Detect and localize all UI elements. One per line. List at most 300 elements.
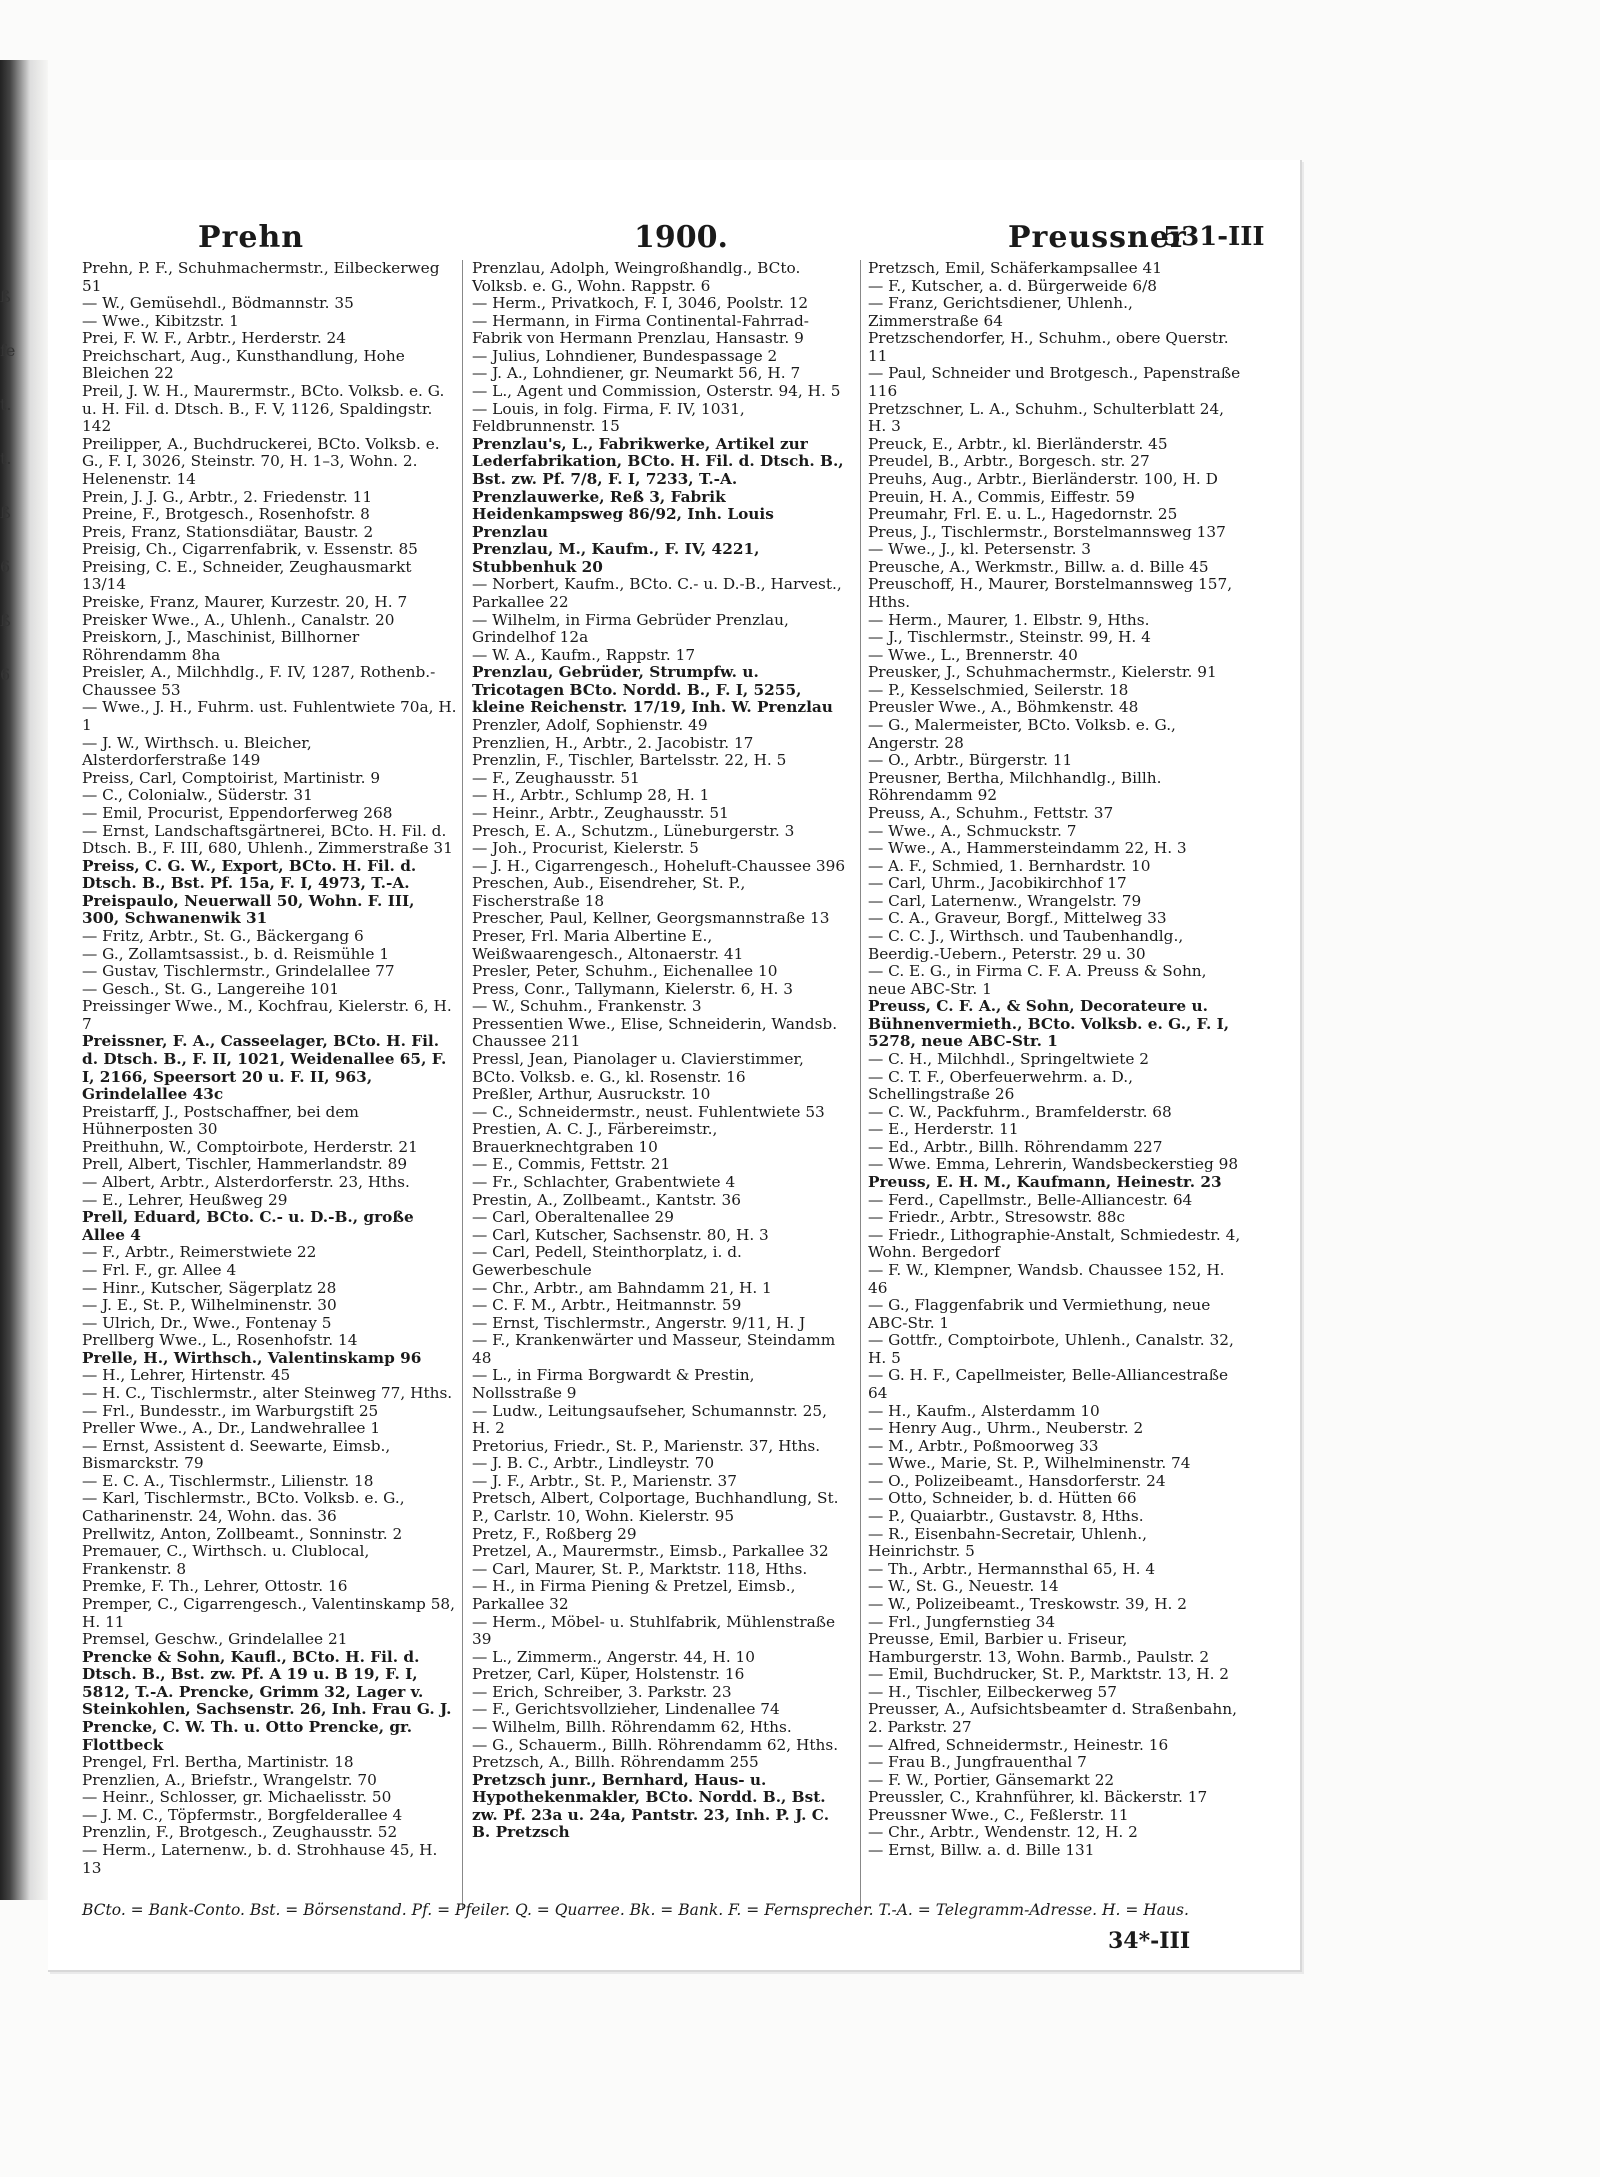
directory-entry bbox=[472, 752, 847, 770]
directory-entry bbox=[868, 1684, 1243, 1702]
directory-entry bbox=[472, 1016, 847, 1051]
directory-entry bbox=[868, 1666, 1243, 1684]
entry-text: Preisler, A., Milchhdlg., F. IV, 1287, Rothenb.-Chaussee 53 bbox=[82, 663, 436, 699]
directory-entry bbox=[868, 1737, 1243, 1755]
directory-entry bbox=[868, 1490, 1243, 1508]
directory-entry bbox=[868, 576, 1243, 611]
sheet-signature: 34*-III bbox=[1108, 1928, 1191, 1954]
entry-text: — C. T. F., Oberfeuerwehrm. a. D., Schellingstraße 26 bbox=[868, 1067, 1133, 1104]
margin-fragment-text: fe bbox=[0, 341, 16, 360]
directory-entry bbox=[82, 1649, 457, 1754]
directory-entry bbox=[868, 1332, 1243, 1367]
entry-text: Preuss, A., Schuhm., Fettstr. 37 bbox=[868, 803, 1114, 822]
directory-entry bbox=[868, 1772, 1243, 1790]
directory-entry bbox=[472, 1315, 847, 1333]
directory-entry bbox=[82, 1842, 457, 1877]
directory-entry bbox=[868, 1262, 1243, 1297]
directory-entry bbox=[82, 981, 457, 999]
directory-entry bbox=[868, 823, 1243, 841]
margin-fragment-text: t. bbox=[0, 395, 12, 414]
directory-entry bbox=[82, 1438, 457, 1473]
column-divider bbox=[860, 260, 861, 1910]
entry-text: Preistarff, J., Postschaffner, bei dem Hühnerposten 30 bbox=[82, 1102, 359, 1139]
directory-entry bbox=[82, 1315, 457, 1333]
entry-text: Preichschart, Aug., Kunsthandlung, Hohe Bleichen 22 bbox=[82, 346, 405, 383]
entry-text: — Wilhelm, Billh. Röhrendamm 62, Hths. bbox=[472, 1717, 792, 1736]
entry-text: — Chr., Arbtr., am Bahndamm 21, H. 1 bbox=[472, 1278, 772, 1297]
entry-text: — Carl, Pedell, Steinthorplatz, i. d. Gewerbeschule bbox=[472, 1243, 742, 1279]
directory-entry bbox=[82, 735, 457, 770]
directory-entry bbox=[868, 260, 1243, 278]
directory-entry bbox=[472, 1490, 847, 1525]
entry-text: Pressl, Jean, Pianolager u. Clavierstimmer, BCto. Volksb. e. G., kl. Rosenstr. 16 bbox=[472, 1050, 804, 1086]
entry-text: Preusche, A., Werkmstr., Billw. a. d. Bille 45 bbox=[868, 557, 1209, 576]
directory-entry bbox=[472, 770, 847, 788]
previous-page-fragment bbox=[0, 270, 20, 702]
directory-entry bbox=[472, 1156, 847, 1174]
entry-text: — J. B. C., Arbtr., Lindleystr. 70 bbox=[472, 1454, 715, 1473]
entry-text: — Ernst, Tischlermstr., Angerstr. 9/11, H. J bbox=[472, 1313, 806, 1332]
directory-entry bbox=[472, 840, 847, 858]
entry-text: Prehn, P. F., Schuhmachermstr., Eilbeckerweg 51 bbox=[82, 259, 440, 295]
directory-entry bbox=[868, 1121, 1243, 1139]
entry-text: Pretz, F., Roßberg 29 bbox=[472, 1524, 637, 1543]
directory-entry bbox=[868, 1526, 1243, 1561]
entry-text: — Wwe., J., kl. Petersenstr. 3 bbox=[868, 540, 1092, 559]
entry-text: — Wwe., A., Schmuckstr. 7 bbox=[868, 821, 1077, 840]
entry-text: — Carl, Maurer, St. P., Marktstr. 118, Hths. bbox=[472, 1559, 808, 1578]
entry-text: Pretzer, Carl, Küper, Holstenstr. 16 bbox=[472, 1665, 745, 1684]
directory-entry bbox=[82, 1280, 457, 1298]
directory-entry bbox=[868, 506, 1243, 524]
entry-text: — W. A., Kaufm., Rappstr. 17 bbox=[472, 645, 696, 664]
directory-entry bbox=[82, 1578, 457, 1596]
directory-entry bbox=[82, 295, 457, 313]
entry-text: — Fritz, Arbtr., St. G., Bäckergang 6 bbox=[82, 926, 364, 945]
directory-entry bbox=[82, 1596, 457, 1631]
entry-text: Preuss, E. H. M., Kaufmann, Heinestr. 23 bbox=[868, 1173, 1222, 1192]
entry-text: Prell, Eduard, BCto. C.- u. D.-B., große Allee 4 bbox=[82, 1208, 414, 1244]
directory-entry bbox=[472, 1227, 847, 1245]
directory-entry bbox=[472, 1772, 847, 1842]
entry-text: — Hinr., Kutscher, Sägerplatz 28 bbox=[82, 1278, 337, 1297]
entry-text: Preiss, C. G. W., Export, BCto. H. Fil. d. Dtsch. B., Bst. Pf. 15a, F. I, 4973, T.-A. Preispaulo, Neuerwall 50, Wohn. F. III, 300, Schwanenwik 31 bbox=[82, 856, 417, 928]
directory-entry bbox=[868, 1824, 1243, 1842]
directory-entry bbox=[82, 559, 457, 594]
entry-text: — F. W., Portier, Gänsemarkt 22 bbox=[868, 1770, 1115, 1789]
directory-entry bbox=[472, 260, 847, 295]
column-divider bbox=[462, 260, 463, 1910]
directory-entry bbox=[82, 664, 457, 699]
entry-text: — Alfred, Schneidermstr., Heinestr. 16 bbox=[868, 1735, 1169, 1754]
entry-text: Preudel, B., Arbtr., Borgesch. str. 27 bbox=[868, 452, 1150, 471]
entry-text: — Carl, Oberaltenallee 29 bbox=[472, 1208, 675, 1227]
directory-entry bbox=[82, 1789, 457, 1807]
directory-entry bbox=[868, 1192, 1243, 1210]
directory-entry bbox=[868, 1403, 1243, 1421]
entry-text: — H., Tischler, Eilbeckerweg 57 bbox=[868, 1682, 1118, 1701]
entry-text: Preilipper, A., Buchdruckerei, BCto. Volksb. e. G., F. I, 3026, Steinstr. 70, H. 1–3, Wohn. 2. Helenenstr. 14 bbox=[82, 434, 440, 488]
directory-entry bbox=[82, 1526, 457, 1544]
entry-text: Pretzsch junr., Bernhard, Haus- u. Hypothekenmakler, BCto. Nordd. B., Bst. zw. Pf. 23a u. 24a, Pantstr. 23, Inh. P. J. C. B. Pretzsch bbox=[472, 1770, 830, 1842]
entry-text: Preissinger Wwe., M., Kochfrau, Kielerstr. 6, H. 7 bbox=[82, 997, 452, 1033]
directory-entry bbox=[82, 383, 457, 436]
entry-text: — Henry Aug., Uhrm., Neuberstr. 2 bbox=[868, 1419, 1144, 1438]
entry-text: — Ed., Arbtr., Billh. Röhrendamm 227 bbox=[868, 1137, 1163, 1156]
entry-text: — Ernst, Landschaftsgärtnerei, BCto. H. Fil. d. Dtsch. B., F. III, 680, Uhlenh., Zimmerstraße 31 bbox=[82, 821, 453, 858]
entry-text: — Norbert, Kaufm., BCto. C.- u. D.-B., Harvest., Parkallee 22 bbox=[472, 575, 842, 611]
entry-text: — C., Colonialw., Süderstr. 31 bbox=[82, 786, 313, 805]
directory-entry bbox=[472, 348, 847, 366]
directory-entry bbox=[868, 928, 1243, 963]
directory-entry bbox=[868, 1807, 1243, 1825]
directory-entry bbox=[868, 1508, 1243, 1526]
directory-entry bbox=[82, 787, 457, 805]
directory-entry bbox=[868, 401, 1243, 436]
entry-text: — Frl. F., gr. Allee 4 bbox=[82, 1260, 237, 1279]
directory-entry bbox=[472, 823, 847, 841]
directory-entry bbox=[472, 1121, 847, 1156]
entry-text: — Ernst, Assistent d. Seewarte, Eimsb., Bismarckstr. 79 bbox=[82, 1436, 391, 1473]
entry-text: Prenzlin, F., Tischler, Bartelsstr. 22, H. 5 bbox=[472, 751, 787, 770]
directory-entry bbox=[82, 928, 457, 946]
directory-entry bbox=[472, 295, 847, 313]
entry-text: Prellberg Wwe., L., Rosenhofstr. 14 bbox=[82, 1331, 358, 1350]
entry-text: Presch, E. A., Schutzm., Lüneburgerstr. 3 bbox=[472, 821, 795, 840]
entry-text: — L., in Firma Borgwardt & Prestin, Nollsstraße 9 bbox=[472, 1366, 755, 1402]
entry-text: Preusker, J., Schuhmachermstr., Kielerstr. 91 bbox=[868, 663, 1217, 682]
entry-text: Prenzlau's, L., Fabrikwerke, Artikel zur Lederfabrikation, BCto. H. Fil. d. Dtsch. B., Bst. zw. Pf. 7/8, F. I, 7233, T.-A. Prenzlauwerke, Reß 3, Fabrik Heidenkampsweg 86/92, Inh. Louis Prenzlau bbox=[472, 434, 844, 541]
entry-text: — Friedr., Arbtr., Stresowstr. 88c bbox=[868, 1208, 1126, 1227]
entry-text: — Emil, Procurist, Eppendorferweg 268 bbox=[82, 803, 393, 822]
directory-entry bbox=[868, 664, 1243, 682]
directory-entry bbox=[82, 1385, 457, 1403]
entry-text: — Herm., Privatkoch, F. I, 3046, Poolstr. 12 bbox=[472, 294, 809, 313]
directory-entry bbox=[472, 313, 847, 348]
directory-entry bbox=[868, 278, 1243, 296]
entry-text: — G. H. F., Capellmeister, Belle-Alliancestraße 64 bbox=[868, 1366, 1229, 1402]
entry-text: — Gesch., St. G., Langereihe 101 bbox=[82, 979, 340, 998]
directory-entry bbox=[82, 1209, 457, 1244]
entry-text: Preisker Wwe., A., Uhlenh., Canalstr. 20 bbox=[82, 610, 395, 629]
directory-entry bbox=[82, 823, 457, 858]
directory-entry bbox=[472, 1543, 847, 1561]
directory-entry bbox=[868, 699, 1243, 717]
entry-text: — Carl, Uhrm., Jacobikirchhof 17 bbox=[868, 874, 1127, 893]
directory-entry bbox=[82, 946, 457, 964]
entry-text: — W., St. G., Neuestr. 14 bbox=[868, 1577, 1059, 1596]
page-header bbox=[48, 220, 1300, 260]
directory-entry bbox=[472, 1438, 847, 1456]
directory-entry bbox=[82, 1104, 457, 1139]
entry-text: — Hermann, in Firma Continental-Fahrrad-Fabrik von Hermann Prenzlau, Hansastr. 9 bbox=[472, 311, 809, 348]
directory-entry bbox=[868, 541, 1243, 559]
entry-text: — H. C., Tischlermstr., alter Steinweg 77, Hths. bbox=[82, 1384, 453, 1402]
entry-text: Preßler, Arthur, Ausruckstr. 10 bbox=[472, 1085, 711, 1104]
entry-text: — Wwe., Kibitzstr. 1 bbox=[82, 311, 239, 330]
entry-text: — C. W., Packfuhrm., Bramfelderstr. 68 bbox=[868, 1102, 1172, 1121]
margin-fragment-text: ß bbox=[0, 287, 11, 306]
entry-text: — F., Krankenwärter und Masseur, Steindamm 48 bbox=[472, 1331, 836, 1367]
directory-entry bbox=[868, 1842, 1243, 1860]
directory-entry bbox=[868, 893, 1243, 911]
entry-text: — J. A., Lohndiener, gr. Neumarkt 56, H. 7 bbox=[472, 364, 801, 383]
entry-text: Preil, J. W. H., Maurermstr., BCto. Volksb. e. G. u. H. Fil. d. Dtsch. B., F. V, 1126, Spaldingstr. 142 bbox=[82, 382, 445, 436]
directory-entry bbox=[868, 1174, 1243, 1192]
directory-entry bbox=[472, 1701, 847, 1719]
entry-text: — Julius, Lohndiener, Bundespassage 2 bbox=[472, 346, 778, 365]
entry-text: — Ernst, Billw. a. d. Bille 131 bbox=[868, 1841, 1095, 1860]
entry-text: Preus, J., Tischlermstr., Borstelmannsweg 137 bbox=[868, 522, 1226, 541]
entry-text: Prelle, H., Wirthsch., Valentinskamp 96 bbox=[82, 1348, 422, 1367]
directory-entry bbox=[868, 612, 1243, 630]
directory-entry bbox=[868, 875, 1243, 893]
entry-text: Preschen, Aub., Eisendreher, St. P., Fischerstraße 18 bbox=[472, 874, 746, 910]
entry-text: — C. A., Graveur, Borgf., Mittelweg 33 bbox=[868, 909, 1167, 928]
entry-text: Prenzler, Adolf, Sophienstr. 49 bbox=[472, 716, 708, 735]
directory-entry bbox=[868, 330, 1243, 365]
directory-entry bbox=[82, 1403, 457, 1421]
entry-text: Preiskorn, J., Maschinist, Billhorner Röhrendamm 8ha bbox=[82, 628, 360, 664]
directory-entry bbox=[868, 1701, 1243, 1736]
entry-text: — E., Lehrer, Heußweg 29 bbox=[82, 1190, 288, 1209]
margin-fragment-text: 6 bbox=[0, 557, 11, 576]
column-left bbox=[82, 260, 457, 1877]
entry-text: Preising, C. E., Schneider, Zeughausmarkt 13/14 bbox=[82, 557, 412, 594]
entry-text: — Gustav, Tischlermstr., Grindelallee 77 bbox=[82, 962, 395, 981]
directory-entry bbox=[868, 647, 1243, 665]
directory-entry bbox=[472, 1754, 847, 1772]
directory-entry bbox=[868, 910, 1243, 928]
directory-entry bbox=[868, 1561, 1243, 1579]
directory-entry bbox=[868, 524, 1243, 542]
directory-entry bbox=[868, 489, 1243, 507]
entry-text: — H., Arbtr., Schlump 28, H. 1 bbox=[472, 786, 710, 805]
directory-entry bbox=[472, 383, 847, 401]
directory-entry bbox=[868, 998, 1243, 1051]
directory-entry bbox=[868, 1578, 1243, 1596]
entry-text: Pretsch, Albert, Colportage, Buchhandlung, St. P., Carlstr. 10, Wohn. Kielerstr. 95 bbox=[472, 1489, 839, 1526]
entry-text: — C. H., Milchhdl., Springeltwiete 2 bbox=[868, 1050, 1150, 1069]
abbreviation-legend: BCto. = Bank-Conto. Bst. = Börsenstand. Pf. = Pfeiler. Q. = Quarree. Bk. = Bank. F. = Fernsprecher. T.-A. = Telegramm-Adresse. H. = Haus. bbox=[82, 1901, 1189, 1919]
entry-text: — G., Flaggenfabrik und Vermiethung, neue ABC-Str. 1 bbox=[868, 1296, 1211, 1332]
directory-entry bbox=[82, 699, 457, 734]
directory-entry bbox=[82, 770, 457, 788]
directory-entry bbox=[868, 752, 1243, 770]
directory-entry bbox=[868, 717, 1243, 752]
directory-entry bbox=[82, 1807, 457, 1825]
directory-entry bbox=[868, 1104, 1243, 1122]
directory-entry bbox=[82, 1139, 457, 1157]
directory-entry bbox=[472, 858, 847, 876]
entry-text: Premke, F. Th., Lehrer, Ottostr. 16 bbox=[82, 1577, 348, 1596]
directory-entry bbox=[82, 313, 457, 331]
directory-entry bbox=[472, 981, 847, 999]
entry-text: Preumahr, Frl. E. u. L., Hagedornstr. 25 bbox=[868, 505, 1178, 524]
entry-text: — Karl, Tischlermstr., BCto. Volksb. e. G., Catharinenstr. 24, Wohn. das. 36 bbox=[82, 1489, 405, 1526]
directory-entry bbox=[868, 1139, 1243, 1157]
entry-text: — W., Gemüsehdl., Bödmannstr. 35 bbox=[82, 294, 354, 313]
entry-text: — P., Quaiarbtr., Gustavstr. 8, Hths. bbox=[868, 1507, 1144, 1526]
directory-entry bbox=[472, 1455, 847, 1473]
entry-text: — Albert, Arbtr., Alsterdorferstr. 23, Hths. bbox=[82, 1173, 410, 1192]
directory-entry bbox=[82, 858, 457, 928]
entry-text: — Chr., Arbtr., Wendenstr. 12, H. 2 bbox=[868, 1823, 1138, 1842]
entry-text: — J. F., Arbtr., St. P., Marienstr. 37 bbox=[472, 1471, 738, 1490]
directory-entry bbox=[472, 1174, 847, 1192]
entry-text: — Wwe., L., Brennerstr. 40 bbox=[868, 645, 1078, 664]
directory-entry bbox=[472, 576, 847, 611]
margin-fragment-text: 6 bbox=[0, 665, 11, 684]
directory-entry bbox=[472, 664, 847, 717]
directory-entry bbox=[472, 1719, 847, 1737]
entry-text: Prenzlien, A., Briefstr., Wrangelstr. 70 bbox=[82, 1770, 377, 1789]
directory-entry bbox=[82, 330, 457, 348]
entry-text: Premsel, Geschw., Grindelallee 21 bbox=[82, 1630, 348, 1649]
entry-text: Preuck, E., Arbtr., kl. Bierländerstr. 45 bbox=[868, 434, 1168, 453]
directory-entry bbox=[868, 559, 1243, 577]
directory-entry bbox=[82, 1473, 457, 1491]
entry-text: Preiske, Franz, Maurer, Kurzestr. 20, H. 7 bbox=[82, 592, 408, 611]
directory-entry bbox=[868, 365, 1243, 400]
directory-entry bbox=[82, 1332, 457, 1350]
entry-text: Press, Conr., Tallymann, Kielerstr. 6, H. 3 bbox=[472, 979, 793, 998]
entry-text: — Louis, in folg. Firma, F. IV, 1031, Feldbrunnenstr. 15 bbox=[472, 399, 745, 436]
margin-fragment-text: t. bbox=[0, 449, 12, 468]
entry-text: — F. W., Klempner, Wandsb. Chaussee 152, H. 46 bbox=[868, 1260, 1225, 1297]
entry-text: Pretzschendorfer, H., Schuhm., obere Querstr. 11 bbox=[868, 329, 1229, 365]
directory-entry bbox=[472, 436, 847, 541]
directory-entry bbox=[82, 998, 457, 1033]
directory-entry bbox=[82, 1033, 457, 1103]
directory-entry bbox=[472, 1526, 847, 1544]
entry-text: Preine, F., Brotgesch., Rosenhofstr. 8 bbox=[82, 505, 370, 524]
directory-entry bbox=[82, 436, 457, 489]
entry-text: Prestin, A., Zollbeamt., Kantstr. 36 bbox=[472, 1190, 741, 1209]
entry-text: — Carl, Kutscher, Sachsenstr. 80, H. 3 bbox=[472, 1225, 769, 1244]
directory-entry bbox=[472, 875, 847, 910]
entry-text: — J. E., St. P., Wilhelminenstr. 30 bbox=[82, 1296, 337, 1315]
entry-text: Preuschoff, H., Maurer, Borstelmannsweg 157, Hths. bbox=[868, 575, 1233, 611]
entry-text: — H., Kaufm., Alsterdamm 10 bbox=[868, 1401, 1100, 1420]
directory-entry bbox=[868, 1789, 1243, 1807]
directory-entry bbox=[82, 1297, 457, 1315]
entry-text: Preisig, Ch., Cigarrenfabrik, v. Essenstr. 85 bbox=[82, 540, 418, 559]
directory-entry bbox=[868, 629, 1243, 647]
directory-entry bbox=[868, 1227, 1243, 1262]
column-middle bbox=[472, 260, 847, 1842]
directory-entry bbox=[472, 365, 847, 383]
entry-text: — Wilhelm, in Firma Gebrüder Prenzlau, Grindelhof 12a bbox=[472, 610, 789, 647]
entry-text: Prescher, Paul, Kellner, Georgsmannstraße 13 bbox=[472, 909, 830, 928]
directory-entry bbox=[82, 805, 457, 823]
entry-text: Preussler, C., Krahnführer, kl. Bäckerstr. 17 bbox=[868, 1788, 1208, 1807]
directory-entry bbox=[868, 1156, 1243, 1174]
directory-entry bbox=[472, 1403, 847, 1438]
entry-text: Preissner, F. A., Casseelager, BCto. H. Fil. d. Dtsch. B., F. II, 1021, Weidenallee 65, F. I, 2166, Speersort 20 u. F. II, 963, Grindelallee 43c bbox=[82, 1032, 447, 1104]
entry-text: Prenzlin, F., Brotgesch., Zeughausstr. 52 bbox=[82, 1823, 398, 1842]
directory-entry bbox=[472, 1280, 847, 1298]
entry-text: — Frau B., Jungfrauenthal 7 bbox=[868, 1753, 1087, 1772]
directory-entry bbox=[868, 805, 1243, 823]
entry-text: — Ludw., Leitungsaufseher, Schumannstr. 25, H. 2 bbox=[472, 1401, 827, 1438]
entry-text: Preusse, Emil, Barbier u. Friseur, Hamburgerstr. 13, Wohn. Barmb., Paulstr. 2 bbox=[868, 1630, 1210, 1666]
directory-entry bbox=[472, 1367, 847, 1402]
entry-text: — Friedr., Lithographie-Anstalt, Schmiedestr. 4, Wohn. Bergedorf bbox=[868, 1225, 1241, 1262]
entry-text: Preis, Franz, Stationsdiätar, Baustr. 2 bbox=[82, 522, 374, 541]
directory-entry bbox=[472, 1684, 847, 1702]
entry-text: — Frl., Bundesstr., im Warburgstift 25 bbox=[82, 1401, 379, 1420]
entry-text: — E., Commis, Fettstr. 21 bbox=[472, 1155, 671, 1174]
entry-text: Prenzlau, Gebrüder, Strumpfw. u. Tricotagen BCto. Nordd. B., F. I, 5255, kleine Reichenstr. 17/19, Inh. W. Prenzlau bbox=[472, 663, 833, 717]
header-right-catchword: Preussner bbox=[1008, 220, 1187, 255]
entry-text: Prenzlau, M., Kaufm., F. IV, 4221, Stubbenhuk 20 bbox=[472, 540, 760, 576]
directory-entry bbox=[472, 1104, 847, 1122]
entry-text: — J. H., Cigarrengesch., Hoheluft-Chaussee 396 bbox=[472, 856, 846, 875]
directory-entry bbox=[868, 1297, 1243, 1332]
entry-text: Premper, C., Cigarrengesch., Valentinskamp 58, H. 11 bbox=[82, 1594, 456, 1631]
entry-text: — G., Schauerm., Billh. Röhrendamm 62, Hths. bbox=[472, 1735, 839, 1754]
entry-text: — P., Kesselschmied, Seilerstr. 18 bbox=[868, 680, 1129, 699]
entry-text: — E. C. A., Tischlermstr., Lilienstr. 18 bbox=[82, 1471, 374, 1490]
entry-text: Pretzschner, L. A., Schuhm., Schulterblatt 24, H. 3 bbox=[868, 399, 1225, 436]
entry-text: Preller Wwe., A., Dr., Landwehrallee 1 bbox=[82, 1419, 381, 1438]
directory-entry bbox=[82, 1772, 457, 1790]
entry-text: — R., Eisenbahn-Secretair, Uhlenh., Heinrichstr. 5 bbox=[868, 1524, 1147, 1561]
entry-text: — Franz, Gerichtsdiener, Uhlenh., Zimmerstraße 64 bbox=[868, 294, 1133, 330]
entry-text: — Herm., Maurer, 1. Elbstr. 9, Hths. bbox=[868, 610, 1150, 629]
entry-text: — Gottfr., Comptoirbote, Uhlenh., Canalstr. 32, H. 5 bbox=[868, 1331, 1234, 1367]
directory-entry bbox=[868, 858, 1243, 876]
directory-entry bbox=[472, 612, 847, 647]
directory-entry bbox=[472, 787, 847, 805]
entry-text: Pretzsch, Emil, Schäferkampsallee 41 bbox=[868, 259, 1162, 277]
page-number: 531-III bbox=[1163, 222, 1265, 252]
entry-text: — H., in Firma Piening & Pretzel, Eimsb., Parkallee 32 bbox=[472, 1577, 796, 1613]
entry-text: — F., Kutscher, a. d. Bürgerweide 6/8 bbox=[868, 276, 1158, 295]
directory-entry bbox=[472, 717, 847, 735]
entry-text: — C. E. G., in Firma C. F. A. Preuss & Sohn, neue ABC-Str. 1 bbox=[868, 962, 1207, 998]
entry-text: — F., Zeughausstr. 51 bbox=[472, 768, 640, 787]
directory-entry bbox=[82, 1174, 457, 1192]
entry-text: — Fr., Schlachter, Grabentwiete 4 bbox=[472, 1173, 736, 1192]
entry-text: Prestien, A. C. J., Färbereimstr., Brauerknechtgraben 10 bbox=[472, 1120, 718, 1156]
entry-text: Prellwitz, Anton, Zollbeamt., Sonninstr. 2 bbox=[82, 1524, 403, 1543]
entry-text: Pretzsch, A., Billh. Röhrendamm 255 bbox=[472, 1753, 759, 1772]
directory-entry bbox=[82, 612, 457, 630]
entry-text: Preusser, A., Aufsichtsbeamter d. Straßenbahn, 2. Parkstr. 27 bbox=[868, 1700, 1237, 1736]
entry-text: — O., Polizeibeamt., Hansdorferstr. 24 bbox=[868, 1471, 1166, 1490]
directory-entry bbox=[472, 1578, 847, 1613]
entry-text: Prenzlau, Adolph, Weingroßhandlg., BCto. Volksb. e. G., Wohn. Rappstr. 6 bbox=[472, 259, 801, 295]
entry-text: — Ulrich, Dr., Wwe., Fontenay 5 bbox=[82, 1313, 332, 1332]
directory-entry bbox=[472, 1051, 847, 1086]
margin-fragment-text: ß bbox=[0, 503, 11, 522]
entry-text: Prein, J. J. G., Arbtr., 2. Friedenstr. 11 bbox=[82, 487, 373, 506]
entry-text: — J. M. C., Töpfermstr., Borgfelderallee 4 bbox=[82, 1805, 403, 1824]
directory-entry bbox=[472, 1649, 847, 1667]
directory-entry bbox=[868, 1631, 1243, 1666]
entry-text: — Erich, Schreiber, 3. Parkstr. 23 bbox=[472, 1682, 732, 1701]
directory-entry bbox=[472, 805, 847, 823]
entry-text: — G., Zollamtsassist., b. d. Reismühle 1 bbox=[82, 944, 390, 963]
directory-entry bbox=[868, 1438, 1243, 1456]
entry-text: — J. W., Wirthsch. u. Bleicher, Alsterdorferstraße 149 bbox=[82, 733, 312, 770]
directory-entry bbox=[82, 1367, 457, 1385]
directory-entry bbox=[472, 1086, 847, 1104]
directory-page bbox=[48, 160, 1302, 1972]
directory-entry bbox=[868, 1420, 1243, 1438]
